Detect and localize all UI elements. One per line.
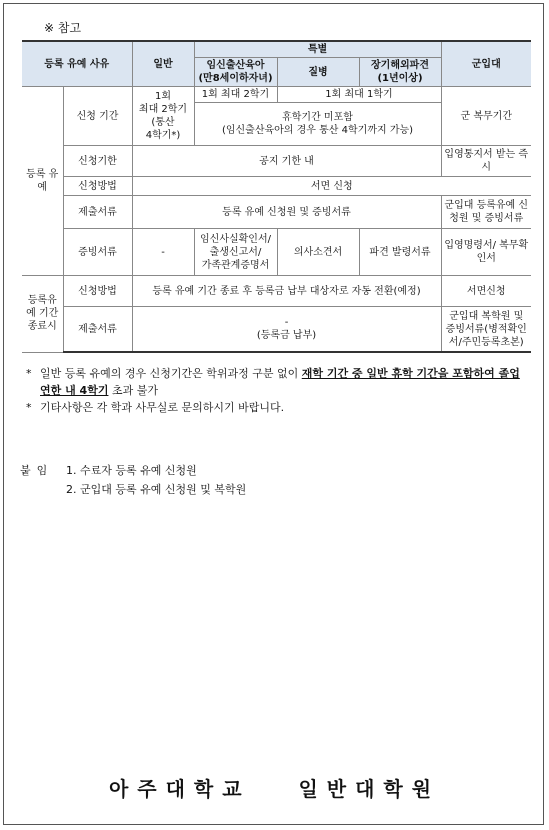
attachment-row bbox=[20, 461, 246, 480]
header-overseas bbox=[359, 58, 441, 87]
header-overseas-label: 장기해외파견 bbox=[371, 60, 429, 71]
period-general-line: 4학기*) bbox=[145, 130, 181, 141]
table-row bbox=[22, 229, 531, 276]
evidence-childcare-line: 임신사실확인서/ bbox=[200, 233, 271, 245]
method-value: 서면 신청 bbox=[132, 177, 531, 196]
attachments-label: 붙임 bbox=[20, 464, 54, 477]
header-military: 군입대 bbox=[441, 41, 531, 87]
row-label-end-documents: 제출서류 bbox=[63, 307, 132, 353]
leave-note-sub: (임신출산육아의 경우 통산 4학기까지 가능) bbox=[221, 125, 414, 136]
note-title: ※ 참고 bbox=[44, 21, 82, 35]
period-childcare: 1회 최대 2학기 bbox=[194, 87, 277, 103]
attachments bbox=[20, 461, 246, 499]
evidence-childcare-line: 출생신고서/ bbox=[209, 246, 262, 258]
footnote-prefix: 일반 등록 유예의 경우 신청기간은 학위과정 구분 없이 bbox=[40, 367, 302, 380]
row-label-documents: 제출서류 bbox=[63, 196, 132, 229]
footnote-text bbox=[40, 365, 530, 399]
period-general-line: 최대 2학기 bbox=[138, 104, 188, 115]
footnote-mark: * bbox=[26, 401, 32, 414]
end-documents-value bbox=[132, 307, 441, 353]
header-overseas-sub: (1년이상) bbox=[377, 73, 423, 84]
table-header-row bbox=[22, 41, 531, 58]
end-documents-military: 군입대 복학원 및 증빙서류(병적확인서/주민등록초본) bbox=[441, 307, 531, 353]
group-end: 등록유예 기간 종료시 bbox=[22, 276, 63, 353]
end-documents-dash: - bbox=[284, 317, 289, 328]
period-illness-overseas: 1회 최대 1학기 bbox=[277, 87, 441, 103]
evidence-military: 입영명령서/ 복무확인서 bbox=[441, 229, 531, 276]
deadline-military: 입영통지서 받는 즉시 bbox=[441, 146, 531, 177]
row-label-evidence: 증빙서류 bbox=[63, 229, 132, 276]
row-label-end-method: 신청방법 bbox=[63, 276, 132, 307]
institution-name: 아주대학교 일반대학원 bbox=[108, 777, 441, 801]
attachments-label-spacer bbox=[20, 480, 66, 499]
period-general-line: 1회 bbox=[154, 91, 172, 102]
header-general: 일반 bbox=[132, 41, 194, 87]
evidence-illness: 의사소견서 bbox=[277, 229, 359, 276]
group-deferral: 등록 유예 bbox=[22, 87, 63, 276]
footnotes bbox=[26, 365, 530, 416]
period-leave-note bbox=[194, 103, 441, 146]
table-row bbox=[22, 87, 531, 103]
attachment-item: 2. 군입대 등록 유예 신청원 및 복학원 bbox=[66, 483, 247, 496]
footnote-text: 기타사항은 각 학과 사무실로 문의하시기 바랍니다. bbox=[40, 401, 285, 414]
evidence-general: - bbox=[132, 229, 194, 276]
period-military: 군 복무기간 bbox=[441, 87, 531, 146]
attachment-item: 1. 수료자 등록 유예 신청원 bbox=[66, 464, 197, 477]
attachment-row bbox=[20, 480, 246, 499]
row-label-deadline: 신청기한 bbox=[63, 146, 132, 177]
documents-military: 군입대 등록유예 신청원 및 증빙서류 bbox=[441, 196, 531, 229]
table-row bbox=[22, 276, 531, 307]
evidence-childcare bbox=[194, 229, 277, 276]
footnote-emphasis: 재학 기간 중 일반 휴학 기간을 포함하여 졸업 연한 내 4학기 bbox=[40, 367, 520, 397]
row-label-period: 신청 기간 bbox=[63, 87, 132, 146]
period-general-line: (통산 bbox=[151, 117, 175, 128]
row-label-method: 신청방법 bbox=[63, 177, 132, 196]
footnote-suffix: 초과 불가 bbox=[108, 384, 158, 397]
end-method-military: 서면신청 bbox=[441, 276, 531, 307]
table-row bbox=[22, 196, 531, 229]
table-row bbox=[22, 177, 531, 196]
header-illness: 질병 bbox=[277, 58, 359, 87]
header-childcare bbox=[194, 58, 277, 87]
footnote-mark: * bbox=[26, 367, 32, 380]
header-childcare-sub: (만8세이하자녀) bbox=[198, 73, 273, 84]
leave-note: 휴학기간 미포함 bbox=[282, 112, 353, 123]
header-special: 특별 bbox=[194, 41, 441, 58]
table-row bbox=[22, 146, 531, 177]
evidence-childcare-line: 가족관계증명서 bbox=[201, 259, 270, 271]
header-childcare-label: 임신출산육아 bbox=[206, 60, 265, 71]
documents-value: 등록 유예 신청원 및 증빙서류 bbox=[132, 196, 441, 229]
footnote bbox=[26, 365, 530, 399]
table-row bbox=[22, 307, 531, 353]
evidence-overseas: 파견 발령서류 bbox=[359, 229, 441, 276]
footnote bbox=[26, 399, 530, 416]
end-documents-sub: (등록금 납부) bbox=[256, 330, 317, 341]
deadline-value: 공지 기한 내 bbox=[132, 146, 441, 177]
deferral-table bbox=[22, 40, 531, 353]
period-general bbox=[132, 87, 194, 146]
header-reason: 등록 유예 사유 bbox=[22, 41, 132, 87]
end-method-value: 등록 유예 기간 종료 후 등록금 납부 대상자로 자동 전환(예정) bbox=[132, 276, 441, 307]
